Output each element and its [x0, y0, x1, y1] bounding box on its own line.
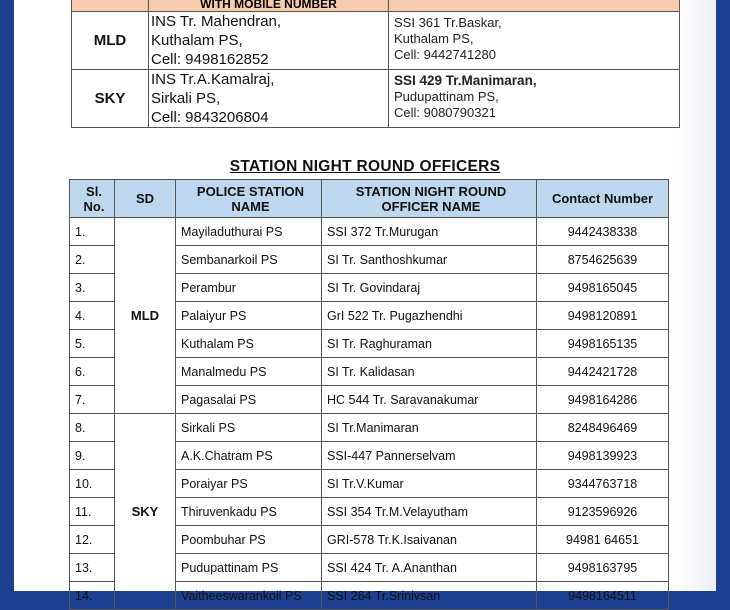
top-ssi-cell: [389, 12, 680, 70]
top-sd-cell: SKY: [72, 70, 149, 128]
officer-cell: SSI 264 Tr.Srinivsan: [322, 582, 537, 610]
contact-cell: 8754625639: [537, 246, 669, 274]
sl-no-cell: 8.: [70, 414, 115, 442]
officer-line: Kuthalam PS,: [151, 32, 243, 49]
top-table-header-row: [72, 0, 680, 12]
page-shadow: [676, 0, 716, 591]
officer-cell: SI Tr.Manimaran: [322, 414, 537, 442]
officer-cell: SSI 372 Tr.Murugan: [322, 218, 537, 246]
table-header-row: [70, 180, 669, 218]
station-cell: Manalmedu PS: [176, 358, 322, 386]
station-cell: A.K.Chatram PS: [176, 442, 322, 470]
sl-no-cell: 13.: [70, 554, 115, 582]
sd-cell: MLD: [115, 218, 176, 414]
top-sd-cell: MLD: [72, 12, 149, 70]
station-cell: Kuthalam PS: [176, 330, 322, 358]
sl-no-cell: 2.: [70, 246, 115, 274]
officer-line: Cell: 9843206804: [151, 109, 269, 126]
sd-cell: SKY: [115, 414, 176, 610]
top-officer-cell: [149, 12, 389, 70]
station-cell: Mayiladuthurai PS: [176, 218, 322, 246]
officer-line: INS Tr. Mahendran,: [151, 13, 282, 30]
officer-cell: SI Tr. Govindaraj: [322, 274, 537, 302]
ssi-line: SSI 361 Tr.Baskar,: [394, 15, 502, 30]
sl-no-cell: 12.: [70, 526, 115, 554]
sl-no-cell: 14.: [70, 582, 115, 610]
header-officer: STATION NIGHT ROUND OFFICER NAME: [322, 180, 537, 218]
contact-cell: 8248496469: [537, 414, 669, 442]
table-body: [70, 218, 669, 610]
station-cell: Perambur: [176, 274, 322, 302]
sl-no-cell: 4.: [70, 302, 115, 330]
contact-cell: 9498163795: [537, 554, 669, 582]
sl-no-cell: 5.: [70, 330, 115, 358]
top-officer-cell: [149, 70, 389, 128]
section-title: STATION NIGHT ROUND OFFICERS: [229, 158, 501, 175]
officer-cell: GrI 522 Tr. Pugazhendhi: [322, 302, 537, 330]
sl-no-cell: 11.: [70, 498, 115, 526]
officer-cell: SI Tr. Raghuraman: [322, 330, 537, 358]
station-cell: Palaiyur PS: [176, 302, 322, 330]
table-row: [70, 218, 669, 246]
top-table-row: [72, 12, 680, 70]
night-round-table: [69, 179, 669, 610]
document-page: [14, 0, 716, 603]
station-cell: Pagasalai PS: [176, 386, 322, 414]
officer-line: Sirkali PS,: [151, 90, 221, 107]
officer-cell: GRI-578 Tr.K.Isaivanan: [322, 526, 537, 554]
top-table-row: [72, 70, 680, 128]
officer-cell: HC 544 Tr. Saravanakumar: [322, 386, 537, 414]
top-table-header-sd: [72, 0, 149, 12]
contact-cell: 9498139923: [537, 442, 669, 470]
officer-cell: SSI-447 Pannerselvam: [322, 442, 537, 470]
officer-cell: SI Tr.V.Kumar: [322, 470, 537, 498]
top-table-header-label: WITH MOBILE NUMBER: [149, 0, 389, 12]
officer-cell: SI Tr. Santhoshkumar: [322, 246, 537, 274]
top-ssi-cell: [389, 70, 680, 128]
contact-cell: 9498164286: [537, 386, 669, 414]
station-cell: Poraiyar PS: [176, 470, 322, 498]
top-table-header-ssi: [389, 0, 680, 12]
officer-cell: SI Tr. Kalidasan: [322, 358, 537, 386]
header-contact: Contact Number: [537, 180, 669, 218]
ssi-line: SSI 429 Tr.Manimaran,: [394, 73, 537, 88]
station-cell: Pudupattinam PS: [176, 554, 322, 582]
header-sd: SD: [115, 180, 176, 218]
officer-contact-table: [71, 0, 680, 128]
officer-line: Cell: 9498162852: [151, 51, 269, 68]
header-station: POLICE STATION NAME: [176, 180, 322, 218]
contact-cell: 9123596926: [537, 498, 669, 526]
sl-no-cell: 9.: [70, 442, 115, 470]
contact-cell: 9498120891: [537, 302, 669, 330]
sl-no-cell: 6.: [70, 358, 115, 386]
officer-cell: SSI 424 Tr. A.Ananthan: [322, 554, 537, 582]
station-cell: Sembanarkoil PS: [176, 246, 322, 274]
sl-no-cell: 10.: [70, 470, 115, 498]
officer-cell: SSI 354 Tr.M.Velayutham: [322, 498, 537, 526]
station-cell: Thiruvenkadu PS: [176, 498, 322, 526]
ssi-line: Cell: 9442741280: [394, 47, 496, 62]
station-cell: Sirkali PS: [176, 414, 322, 442]
sl-no-cell: 7.: [70, 386, 115, 414]
header-sl-no: Sl. No.: [70, 180, 115, 218]
contact-cell: 94981 64651: [537, 526, 669, 554]
contact-cell: 9498164511: [537, 582, 669, 610]
station-cell: Poombuhar PS: [176, 526, 322, 554]
ssi-line: Cell: 9080790321: [394, 105, 496, 120]
ssi-line: Kuthalam PS,: [394, 31, 474, 46]
contact-cell: 9442438338: [537, 218, 669, 246]
contact-cell: 9442421728: [537, 358, 669, 386]
contact-cell: 9344763718: [537, 470, 669, 498]
contact-cell: 9498165135: [537, 330, 669, 358]
sl-no-cell: 3.: [70, 274, 115, 302]
officer-line: INS Tr.A.Kamalraj,: [151, 71, 275, 88]
station-cell: Vaitheeswarankoil PS: [176, 582, 322, 610]
table-row: [70, 414, 669, 442]
contact-cell: 9498165045: [537, 274, 669, 302]
sl-no-cell: 1.: [70, 218, 115, 246]
ssi-line: Pudupattinam PS,: [394, 89, 499, 104]
